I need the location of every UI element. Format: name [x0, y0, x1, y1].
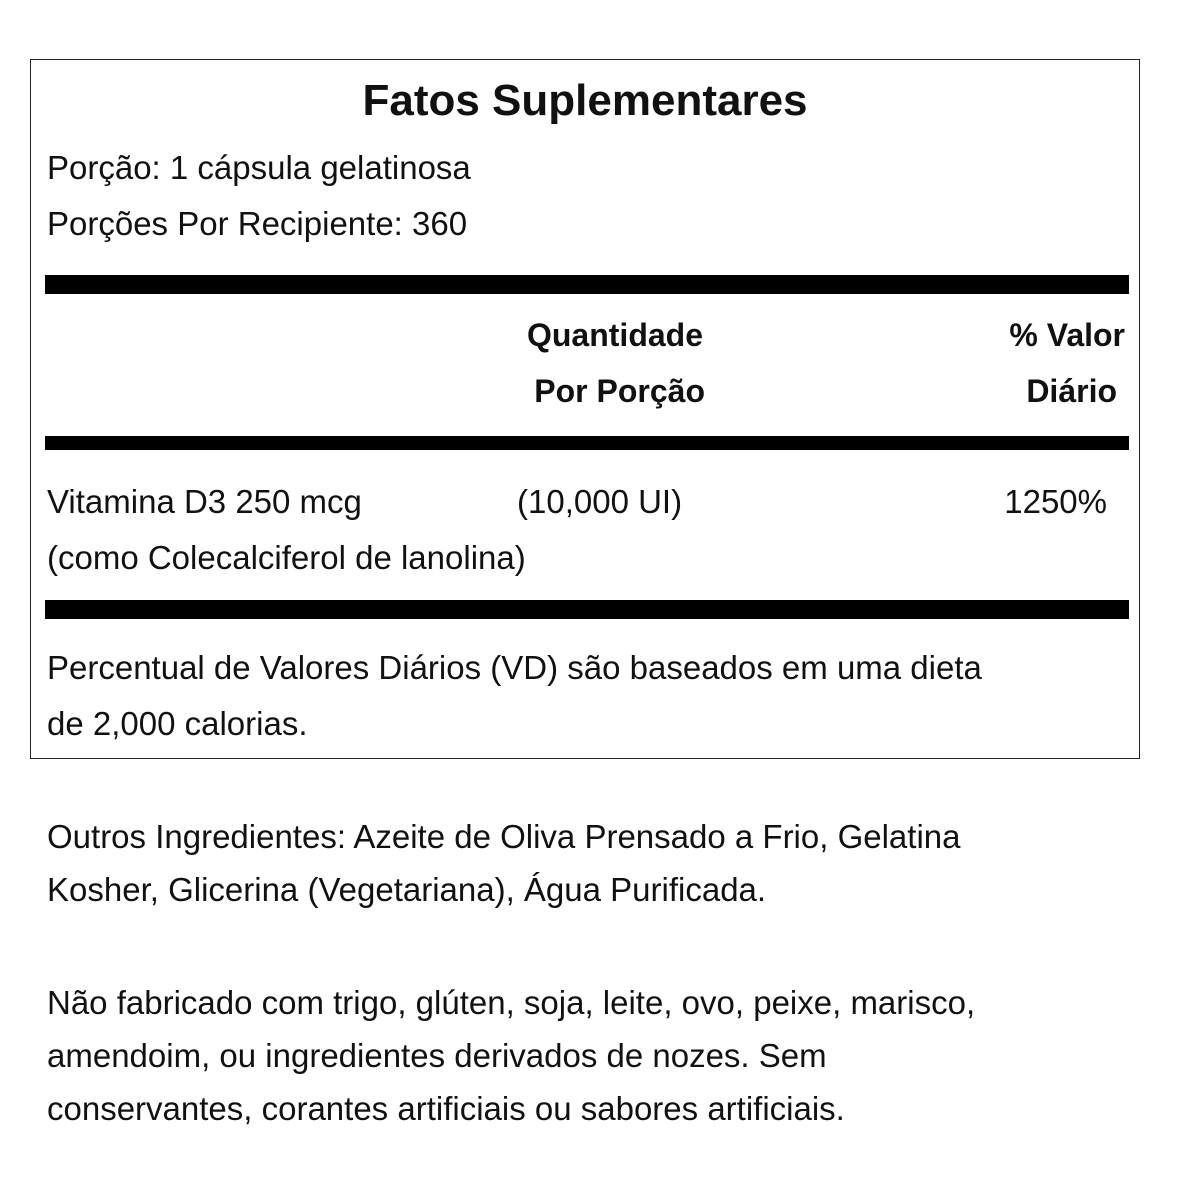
- supplement-facts-panel: [30, 59, 1140, 759]
- allergen-line2: amendoim, ou ingredientes derivados de nozes. Sem: [47, 1037, 827, 1074]
- daily-value-header-line1: % Valor: [1009, 317, 1125, 353]
- footnote-line1: Percentual de Valores Diários (VD) são baseados em uma dieta: [47, 649, 982, 686]
- thick-divider-header: [45, 436, 1129, 450]
- allergen-statement: [47, 976, 975, 1135]
- footnote-line2: de 2,000 calorias.: [47, 705, 308, 742]
- other-ingredients-line1: Outros Ingredientes: Azeite de Oliva Prensado a Frio, Gelatina: [47, 818, 961, 855]
- allergen-line1: Não fabricado com trigo, glúten, soja, leite, ovo, peixe, marisco,: [47, 984, 976, 1021]
- other-ingredients-line2: Kosher, Glicerina (Vegetariana), Água Purificada.: [47, 871, 767, 908]
- nutrient-amount: (10,000 UI): [517, 483, 683, 520]
- serving-size: Porção: 1 cápsula gelatinosa: [47, 149, 471, 186]
- thick-divider-bottom: [45, 600, 1129, 619]
- other-ingredients: [47, 810, 961, 916]
- thick-divider-top: [45, 275, 1129, 294]
- nutrient-source: (como Colecalciferol de lanolina): [47, 539, 526, 576]
- amount-header-line2: Por Porção: [534, 373, 705, 409]
- allergen-line3: conservantes, corantes artificiais ou sabores artificiais.: [47, 1090, 845, 1127]
- nutrient-daily-value: 1250%: [1004, 483, 1107, 520]
- daily-value-header-line2: Diário: [1026, 373, 1117, 409]
- servings-per-container: Porções Por Recipiente: 360: [47, 205, 468, 242]
- amount-header-line1: Quantidade: [526, 317, 703, 353]
- panel-title: Fatos Suplementares: [362, 76, 808, 125]
- nutrient-name: Vitamina D3 250 mcg: [47, 483, 362, 520]
